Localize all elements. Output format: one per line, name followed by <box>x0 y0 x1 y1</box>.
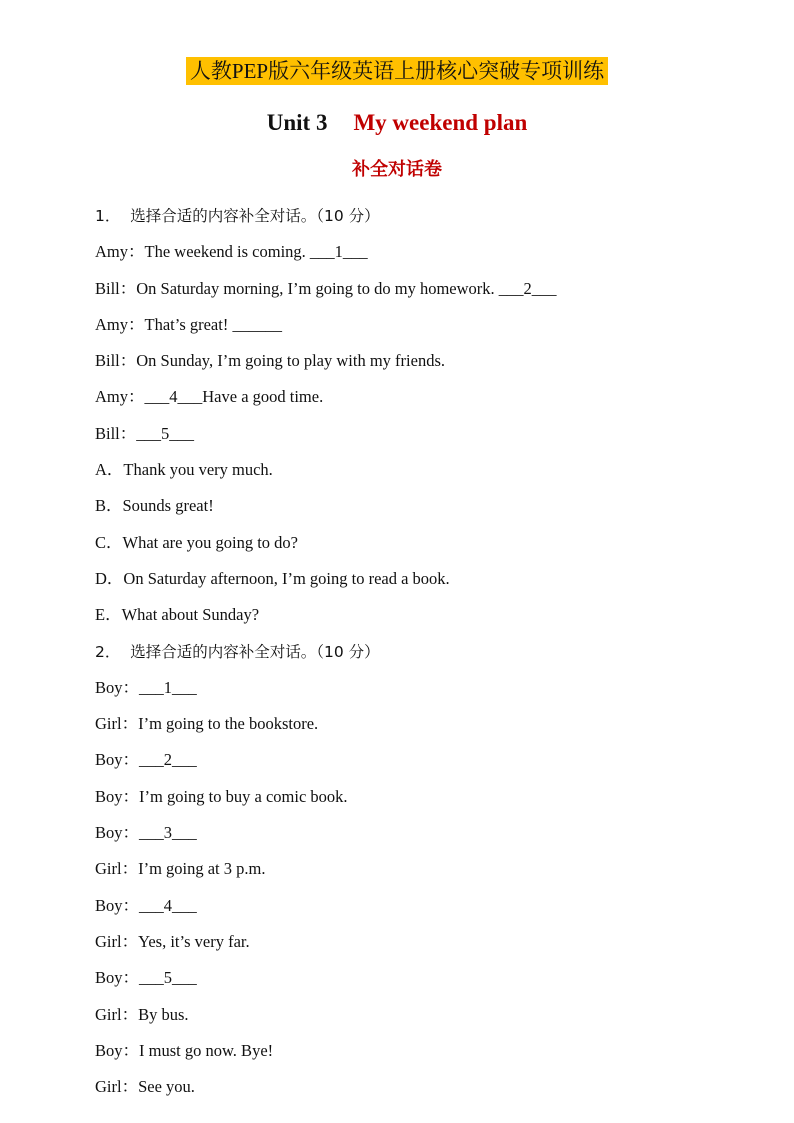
dialogue-line: Boy：I must go now. Bye! <box>95 1040 274 1060</box>
worksheet-title-banner <box>0 55 794 87</box>
answer-option: B．Sounds great! <box>95 496 214 516</box>
dialogue-line: Boy：___1___ <box>95 677 197 697</box>
exercise-content <box>95 203 557 1110</box>
dialogue-line: Boy：___4___ <box>95 895 197 915</box>
dialogue-line: Bill：___5___ <box>95 423 195 443</box>
dialogue-line: Amy：That’s great! ______ <box>95 314 282 334</box>
dialogue-line: Girl：See you. <box>95 1077 195 1097</box>
dialogue-line: Girl：Yes, it’s very far. <box>95 931 250 951</box>
dialogue-line: Boy：___2___ <box>95 750 197 770</box>
answer-option: A．Thank you very much. <box>95 460 273 480</box>
worksheet-title: 人教PEP版六年级英语上册核心突破专项训练 <box>186 57 608 85</box>
dialogue-line: Girl：I’m going at 3 p.m. <box>95 859 266 879</box>
dialogue-line: Amy：The weekend is coming. ___1___ <box>95 242 368 262</box>
answer-option: D．On Saturday afternoon, I’m going to read a book. <box>95 568 450 588</box>
question-1-heading: 1． 选择合适的内容补全对话。（10 分） <box>95 207 380 225</box>
dialogue-line: Amy：___4___Have a good time. <box>95 387 324 407</box>
dialogue-line: Boy：I’m going to buy a comic book. <box>95 786 348 806</box>
dialogue-line: Girl：By bus. <box>95 1004 189 1024</box>
question-2-heading: 2． 选择合适的内容补全对话。（10 分） <box>95 642 380 661</box>
dialogue-line: Boy：___3___ <box>95 823 197 843</box>
worksheet-subtitle: 补全对话卷 <box>352 159 442 180</box>
dialogue-line: Boy：___5___ <box>95 968 197 988</box>
unit-number: Unit 3 <box>266 110 328 135</box>
unit-heading <box>0 108 794 138</box>
answer-option: E．What about Sunday? <box>95 605 260 625</box>
dialogue-line: Bill：On Sunday, I’m going to play with my friends. <box>95 351 445 371</box>
unit-topic: My weekend plan <box>353 110 528 135</box>
dialogue-line: Bill：On Saturday morning, I’m going to do my homework. ___2___ <box>95 278 557 298</box>
answer-option: C．What are you going to do? <box>95 532 298 552</box>
dialogue-line: Girl：I’m going to the bookstore. <box>95 714 319 734</box>
